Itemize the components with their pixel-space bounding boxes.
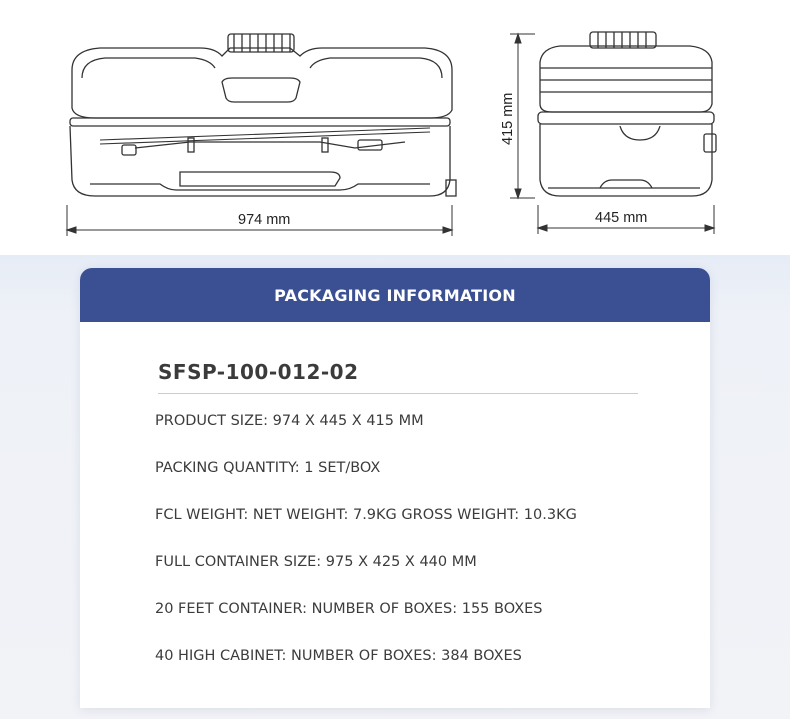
tank-front-view: [70, 34, 456, 196]
tank-side-view: [538, 32, 716, 196]
packaging-header-title: PACKAGING INFORMATION: [274, 285, 516, 305]
spec-full-container-size: FULL CONTAINER SIZE: 975 X 425 X 440 MM: [155, 554, 477, 570]
width-label: 445 mm: [595, 210, 648, 226]
packaging-header: [80, 268, 710, 322]
spec-40-high-cabinet: 40 HIGH CABINET: NUMBER OF BOXES: 384 BOXES: [155, 648, 522, 664]
spec-packing-quantity: PACKING QUANTITY: 1 SET/BOX: [155, 460, 381, 476]
spec-product-size: PRODUCT SIZE: 974 X 445 X 415 MM: [155, 413, 424, 429]
packaging-info-card: [80, 268, 710, 708]
length-label: 974 mm: [238, 212, 291, 228]
divider: [158, 393, 638, 394]
spec-20ft-container: 20 FEET CONTAINER: NUMBER OF BOXES: 155 BOXES: [155, 601, 543, 617]
height-label: 415 mm: [500, 92, 516, 145]
spec-fcl-weight: FCL WEIGHT: NET WEIGHT: 7.9KG GROSS WEIGHT: 10.3KG: [155, 507, 577, 523]
model-number: SFSP-100-012-02: [158, 360, 359, 384]
product-dimension-drawing: [0, 0, 790, 260]
